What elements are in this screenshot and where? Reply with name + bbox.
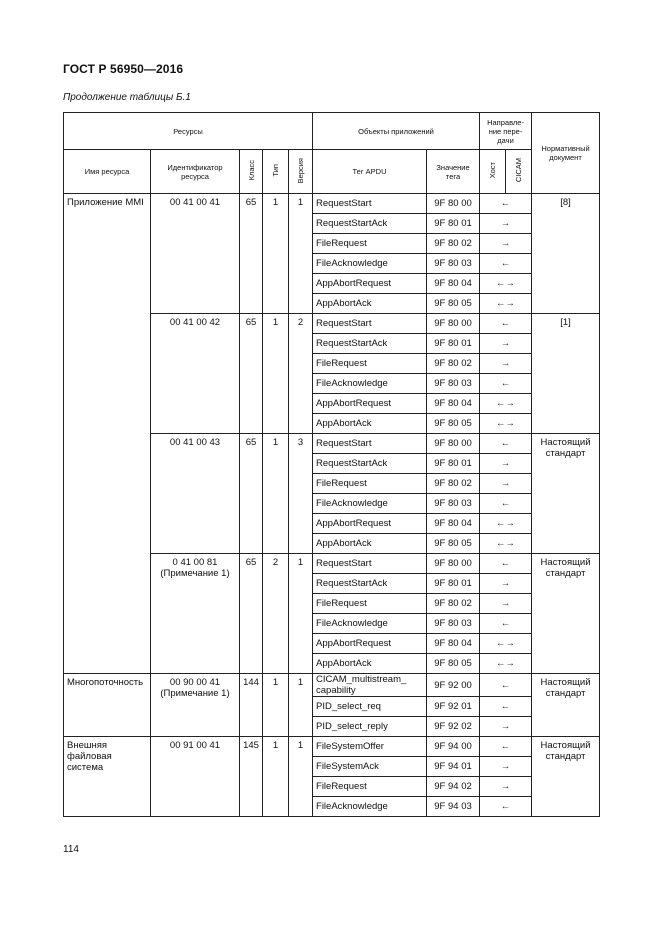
direction-arrow-icon: ← xyxy=(480,797,532,817)
tag-apdu-cell: FileRequest xyxy=(313,777,427,797)
tag-value-cell: 9F 80 05 xyxy=(427,414,480,434)
header-resource-id: Идентификатор ресурса xyxy=(151,150,240,194)
type-cell: 1 xyxy=(263,737,289,817)
direction-arrow-icon: ← xyxy=(480,494,532,514)
header-normative: Нормативный документ xyxy=(532,113,600,194)
version-cell: 1 xyxy=(289,194,313,314)
class-cell: 65 xyxy=(240,194,263,314)
tag-apdu-cell: AppAbortAck xyxy=(313,414,427,434)
header-row-2 xyxy=(64,150,600,194)
type-cell: 1 xyxy=(263,674,289,737)
normative-doc-cell: Настоящий стандарт xyxy=(532,737,600,817)
resources-table xyxy=(63,112,600,817)
tag-apdu-cell: AppAbortAck xyxy=(313,654,427,674)
tag-value-cell: 9F 80 00 xyxy=(427,434,480,454)
tag-value-cell: 9F 80 01 xyxy=(427,334,480,354)
header-tag-apdu: Тег APDU xyxy=(313,150,427,194)
version-cell: 1 xyxy=(289,554,313,674)
resource-name-cell: Многопоточность xyxy=(64,674,151,737)
tag-value-cell: 9F 80 00 xyxy=(427,194,480,214)
resource-id-cell: 00 41 00 42 xyxy=(151,314,240,434)
header-tag-value: Значение тега xyxy=(427,150,480,194)
direction-arrow-icon: ← xyxy=(480,554,532,574)
tag-apdu-cell: FileAcknowledge xyxy=(313,374,427,394)
header-resources: Ресурсы xyxy=(64,113,313,150)
tag-value-cell: 9F 80 05 xyxy=(427,654,480,674)
direction-arrow-icon: ←→ xyxy=(480,654,532,674)
tag-apdu-cell: FileRequest xyxy=(313,474,427,494)
tag-apdu-cell: FileRequest xyxy=(313,234,427,254)
direction-arrow-icon: → xyxy=(480,214,532,234)
tag-apdu-cell: RequestStartAck xyxy=(313,454,427,474)
direction-arrow-icon: ← xyxy=(480,194,532,214)
header-host xyxy=(480,150,506,194)
type-cell: 1 xyxy=(263,434,289,554)
direction-arrow-icon: ← xyxy=(480,254,532,274)
normative-doc-cell: [8] xyxy=(532,194,600,314)
tag-apdu-cell: AppAbortAck xyxy=(313,294,427,314)
tag-value-cell: 9F 92 02 xyxy=(427,717,480,737)
header-type xyxy=(263,150,289,194)
resource-id-cell: 00 91 00 41 xyxy=(151,737,240,817)
tag-value-cell: 9F 80 01 xyxy=(427,214,480,234)
header-row-1 xyxy=(64,113,600,150)
header-type-text: Тип xyxy=(271,164,280,177)
tag-apdu-cell: PID_select_req xyxy=(313,697,427,717)
direction-arrow-icon: ← xyxy=(480,434,532,454)
tag-value-cell: 9F 80 01 xyxy=(427,454,480,474)
tag-value-cell: 9F 80 04 xyxy=(427,514,480,534)
type-cell: 1 xyxy=(263,194,289,314)
tag-apdu-cell: FileSystemOffer xyxy=(313,737,427,757)
tag-value-cell: 9F 94 01 xyxy=(427,757,480,777)
class-cell: 65 xyxy=(240,314,263,434)
tag-value-cell: 9F 94 03 xyxy=(427,797,480,817)
resource-id-cell: 00 41 00 41 xyxy=(151,194,240,314)
tag-apdu-cell: RequestStart xyxy=(313,194,427,214)
header-version xyxy=(289,150,313,194)
header-cicam xyxy=(506,150,532,194)
direction-arrow-icon: ←→ xyxy=(480,534,532,554)
direction-arrow-icon: ← xyxy=(480,737,532,757)
tag-apdu-cell: AppAbortAck xyxy=(313,534,427,554)
tag-value-cell: 9F 80 02 xyxy=(427,474,480,494)
tag-value-cell: 9F 80 02 xyxy=(427,594,480,614)
header-cicam-text: CICAM xyxy=(514,158,524,183)
tag-apdu-cell: FileAcknowledge xyxy=(313,614,427,634)
tag-apdu-cell: AppAbortRequest xyxy=(313,634,427,654)
tag-apdu-cell: RequestStart xyxy=(313,314,427,334)
normative-doc-cell: Настоящий стандарт xyxy=(532,554,600,674)
direction-arrow-icon: ← xyxy=(480,614,532,634)
tag-value-cell: 9F 80 00 xyxy=(427,314,480,334)
tag-value-cell: 9F 80 04 xyxy=(427,274,480,294)
tag-apdu-cell: FileRequest xyxy=(313,354,427,374)
direction-arrow-icon: → xyxy=(480,757,532,777)
header-host-text: Хост xyxy=(488,162,498,179)
tag-apdu-cell: PID_select_reply xyxy=(313,717,427,737)
tag-value-cell: 9F 80 00 xyxy=(427,554,480,574)
resource-name-cell: Приложение MMI xyxy=(64,194,151,674)
resource-id-cell: 00 90 00 41 (Примечание 1) xyxy=(151,674,240,737)
normative-doc-cell: [1] xyxy=(532,314,600,434)
tag-value-cell: 9F 80 01 xyxy=(427,574,480,594)
tag-value-cell: 9F 94 02 xyxy=(427,777,480,797)
class-cell: 65 xyxy=(240,554,263,674)
header-version-text: Версия xyxy=(296,157,305,184)
resource-id-cell: 0 41 00 81 (Примечание 1) xyxy=(151,554,240,674)
version-cell: 1 xyxy=(289,674,313,737)
direction-arrow-icon: ←→ xyxy=(480,394,532,414)
direction-arrow-icon: → xyxy=(480,454,532,474)
tag-value-cell: 9F 80 05 xyxy=(427,294,480,314)
document-header: ГОСТ Р 56950—2016 xyxy=(63,62,184,76)
header-class-text: Класс xyxy=(246,160,256,181)
version-cell: 2 xyxy=(289,314,313,434)
tag-value-cell: 9F 80 03 xyxy=(427,614,480,634)
direction-arrow-icon: ← xyxy=(480,314,532,334)
resource-id-cell: 00 41 00 43 xyxy=(151,434,240,554)
class-cell: 144 xyxy=(240,674,263,737)
header-class xyxy=(240,150,263,194)
tag-value-cell: 9F 80 03 xyxy=(427,374,480,394)
direction-arrow-icon: → xyxy=(480,474,532,494)
direction-arrow-icon: ←→ xyxy=(480,634,532,654)
tag-value-cell: 9F 94 00 xyxy=(427,737,480,757)
table-row xyxy=(64,737,600,757)
direction-arrow-icon: ←→ xyxy=(480,274,532,294)
direction-arrow-icon: ←→ xyxy=(480,514,532,534)
tag-value-cell: 9F 80 03 xyxy=(427,254,480,274)
tag-value-cell: 9F 80 02 xyxy=(427,354,480,374)
tag-apdu-cell: CICAM_multistream_ capability xyxy=(313,674,427,697)
normative-doc-cell: Настоящий стандарт xyxy=(532,434,600,554)
table-row xyxy=(64,674,600,697)
tag-apdu-cell: FileAcknowledge xyxy=(313,797,427,817)
version-cell: 1 xyxy=(289,737,313,817)
type-cell: 2 xyxy=(263,554,289,674)
direction-arrow-icon: ←→ xyxy=(480,414,532,434)
direction-arrow-icon: → xyxy=(480,334,532,354)
direction-arrow-icon: → xyxy=(480,234,532,254)
direction-arrow-icon: ← xyxy=(480,697,532,717)
table-body xyxy=(64,113,600,817)
direction-arrow-icon: → xyxy=(480,777,532,797)
class-cell: 145 xyxy=(240,737,263,817)
direction-arrow-icon: ← xyxy=(480,674,532,697)
tag-value-cell: 9F 80 02 xyxy=(427,234,480,254)
tag-value-cell: 9F 80 04 xyxy=(427,394,480,414)
direction-arrow-icon: → xyxy=(480,574,532,594)
tag-value-cell: 9F 92 00 xyxy=(427,674,480,697)
header-app-objects: Объекты приложений xyxy=(313,113,480,150)
tag-value-cell: 9F 80 05 xyxy=(427,534,480,554)
page-number: 114 xyxy=(63,844,79,855)
tag-apdu-cell: RequestStart xyxy=(313,554,427,574)
tag-apdu-cell: FileSystemAck xyxy=(313,757,427,777)
tag-apdu-cell: RequestStartAck xyxy=(313,334,427,354)
tag-apdu-cell: RequestStartAck xyxy=(313,214,427,234)
direction-arrow-icon: ← xyxy=(480,374,532,394)
resource-name-cell: Внешняя файловая система xyxy=(64,737,151,817)
direction-arrow-icon: → xyxy=(480,354,532,374)
tag-apdu-cell: AppAbortRequest xyxy=(313,274,427,294)
tag-apdu-cell: AppAbortRequest xyxy=(313,394,427,414)
table-caption: Продолжение таблицы Б.1 xyxy=(63,92,191,103)
tag-apdu-cell: FileRequest xyxy=(313,594,427,614)
tag-apdu-cell: FileAcknowledge xyxy=(313,494,427,514)
header-direction: Направле-ние пере-дачи xyxy=(480,113,532,150)
direction-arrow-icon: ←→ xyxy=(480,294,532,314)
version-cell: 3 xyxy=(289,434,313,554)
tag-value-cell: 9F 80 04 xyxy=(427,634,480,654)
tag-apdu-cell: RequestStart xyxy=(313,434,427,454)
tag-apdu-cell: FileAcknowledge xyxy=(313,254,427,274)
header-resource-name: Имя ресурса xyxy=(64,150,151,194)
tag-value-cell: 9F 92 01 xyxy=(427,697,480,717)
class-cell: 65 xyxy=(240,434,263,554)
type-cell: 1 xyxy=(263,314,289,434)
direction-arrow-icon: → xyxy=(480,717,532,737)
direction-arrow-icon: → xyxy=(480,594,532,614)
table-row xyxy=(64,194,600,214)
normative-doc-cell: Настоящий стандарт xyxy=(532,674,600,737)
tag-value-cell: 9F 80 03 xyxy=(427,494,480,514)
tag-apdu-cell: AppAbortRequest xyxy=(313,514,427,534)
tag-apdu-cell: RequestStartAck xyxy=(313,574,427,594)
